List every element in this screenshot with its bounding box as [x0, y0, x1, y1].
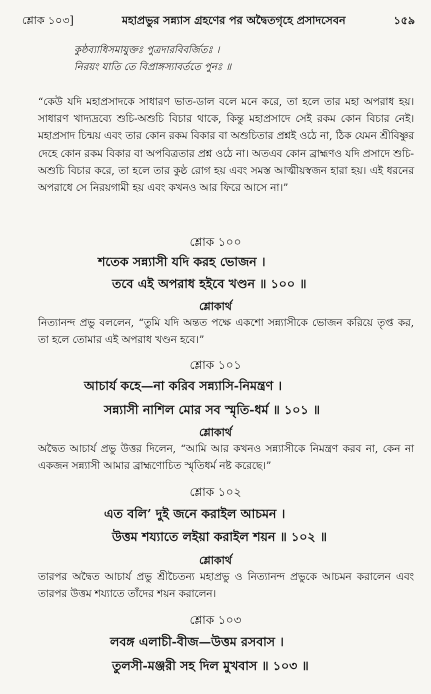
commentary-paragraph: “কেউ যদি মহাপ্রসাদকে সাধারণ ভাত-ডাল বলে মনে করে, তা হলে তার মহা অপরাধ হয়। সাধারণ খাদ্যদ্রব্যে শুচি-অশুচি বিচার থাকে, কিন্তু মহাপ্রসাদে সেই রকম কোন বিচার নেই। মহাপ্রসাদ চিন্ময় এবং তার কোন রকম বিকার বা অশুচিতার প্রশ্নই ওঠে না, ঠিক যেমন শ্রীবিষ্ণুর দেহে কোন রকম বিকার বা অপবিত্রতার প্রশ্ন ওঠে না। অতএব কোন ব্রাহ্মণও যদি প্রসাদে শুচি-অশুচি বিচার করে, তা হলে তার কুষ্ঠ রোগ হয় এবং সমস্ত আত্মীয়স্বজন হারা হয়। এই ধরনের অপরাধে সে নিরয়গামী হয় এবং কখনও আর ফিরে আসে না।” [38, 96, 414, 195]
verse-line: এত বলি’ দুই জনে করাইল আচমন । [104, 506, 286, 521]
sanskrit-quote [74, 42, 414, 76]
header-chapter-title: মহাপ্রভুর সন্ন্যাস গ্রহণের পর অদ্বৈতগৃহে প্রসাদসেবন [121, 14, 346, 27]
header-verse-ref: শ্লোক ১০৩] [22, 14, 74, 27]
verse-line: তুলসী-মঞ্জরী সহ দিল মুখবাস ॥ ১০৩ ॥ [112, 658, 309, 673]
sanskrit-line: নিরয়ং যাতি তে বিপ্রাঙ্গস্যাবর্ততে পুনঃ ॥ [74, 62, 232, 73]
verse-line: লবঙ্গ এলাচী-বীজ—উত্তম রসবাস । [110, 634, 284, 649]
verse-line: উত্তম শয্যাতে লইয়া করাইল শয়ন ॥ ১০২ ॥ [112, 529, 327, 544]
page-header [22, 12, 415, 30]
sanskrit-line: কুষ্ঠব্যাধিসমাযুক্তঃ পুত্রদারবিবর্জিতঃ । [74, 45, 220, 56]
verse-number: শ্লোক ১০০ [189, 235, 242, 249]
verse-number: শ্লোক ১০২ [189, 485, 242, 499]
translation-label: শ্লোকার্থ [199, 426, 232, 439]
translation-label: শ্লোকার্থ [199, 554, 232, 567]
translation-paragraph: নিত্যানন্দ প্রভু বললেন, “তুমি যদি অন্তত পক্ষে একশো সন্ন্যাসীকে ভোজন করিয়ে তৃপ্ত কর, তা হলে তোমার এই অপরাধ খণ্ডন হবে।” [38, 317, 414, 347]
verse-line: শতেক সন্ন্যাসী যদি করহ ভোজন । [98, 254, 266, 269]
verse-line: আচার্য কহে—না করিব সন্ন্যাসি-নিমন্ত্রণ । [84, 378, 282, 393]
translation-paragraph: তারপর অদ্বৈত আচার্য প্রভু শ্রীচৈতন্য মহাপ্রভু ও নিত্যানন্দ প্রভুকে আচমন করালেন এবং তারপর উত্তম শয্যাতে তাঁদের শয়ন করালেন। [38, 571, 414, 601]
page-number: ১৫৯ [393, 14, 415, 27]
verse-number: শ্লোক ১০৩ [189, 613, 242, 627]
translation-label: শ্লোকার্থ [199, 300, 232, 313]
verse-line: সন্ন্যাসী নাশিল মোর সব স্মৃতি-ধর্ম ॥ ১০১ ॥ [104, 402, 320, 417]
verse-number: শ্লোক ১০১ [189, 358, 242, 372]
verse-line: তবে এই অপরাধ হইবে খণ্ডন ॥ ১০০ ॥ [112, 276, 307, 291]
translation-paragraph: অদ্বৈত আচার্য প্রভু উত্তর দিলেন, “আমি আর কখনও সন্ন্যাসীকে নিমন্ত্রণ করব না, কেন না একজন সন্ন্যাসী আমার ব্রাহ্মণোচিত স্মৃতিধর্ম নষ্ট করেছে।” [38, 443, 414, 473]
